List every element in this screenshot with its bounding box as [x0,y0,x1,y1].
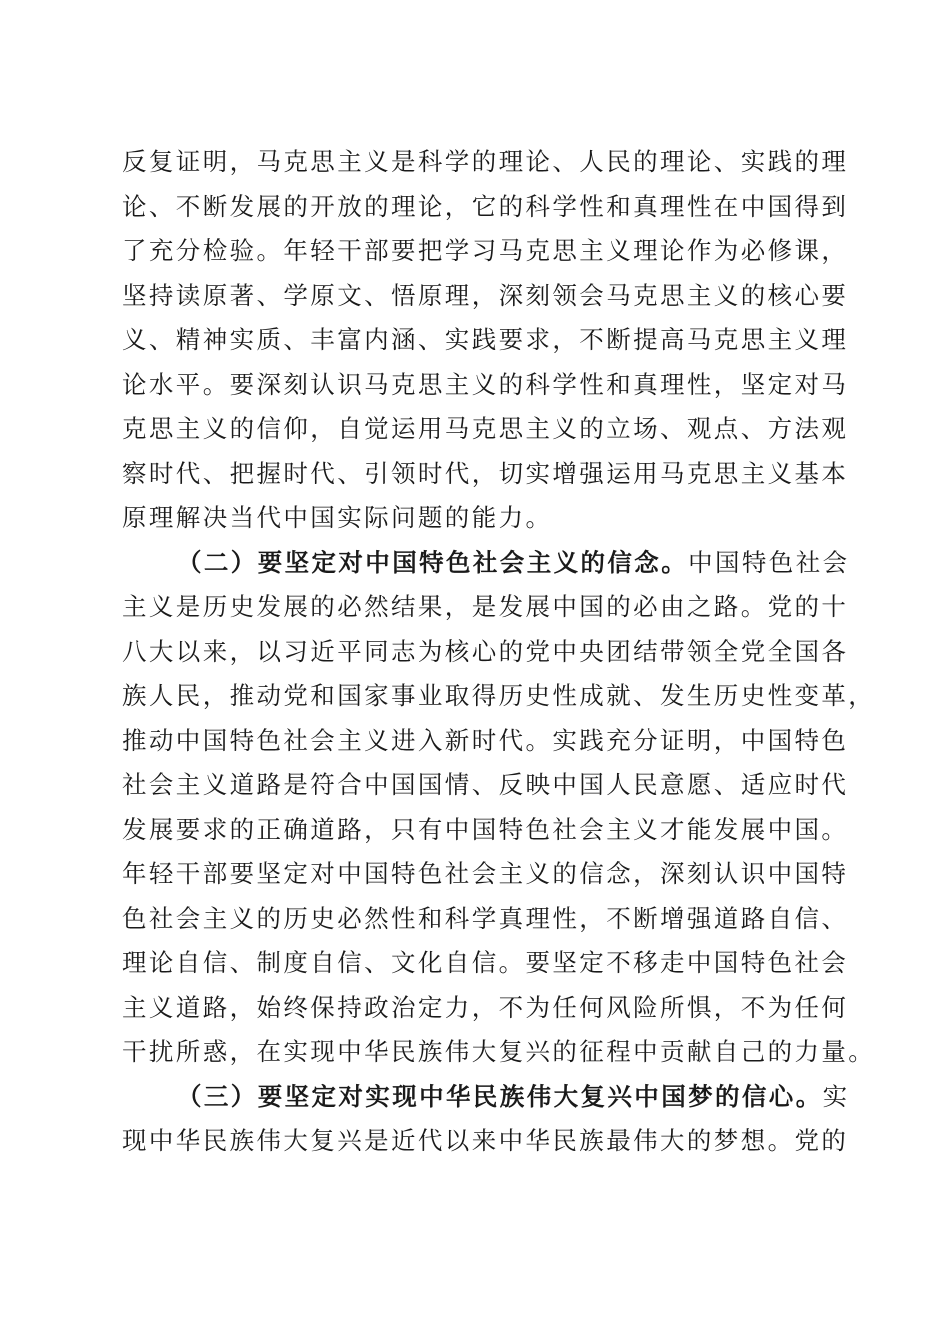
text-line: 理论自信、制度自信、文化自信。要坚定不移走中国特色社会 [122,948,849,977]
text-line: 了充分检验。年轻干部要把学习马克思主义理论作为必修课， [122,236,849,265]
section-2-first-line-rest: 中国特色社会 [688,547,850,577]
text-line: 干扰所惑，在实现中华民族伟大复兴的征程中贡献自己的力量。 [122,1037,876,1066]
text-line: 色社会主义的历史必然性和科学真理性，不断增强道路自信、 [122,903,849,933]
text-line: 主义道路，始终保持政治定力，不为任何风险所惧，不为任何 [122,992,849,1022]
body-text [122,140,876,1164]
text-line: 主义是历史发展的必然结果，是发展中国的必由之路。党的十 [122,592,849,621]
text-line: 论、不断发展的开放的理论，它的科学性和真理性在中国得到 [122,191,849,221]
text-line: 原理解决当代中国实际问题的能力。 [122,503,553,532]
text-line: 坚持读原著、学原文、悟原理，深刻领会马克思主义的核心要 [122,280,849,310]
text-line: 义、精神实质、丰富内涵、实践要求，不断提高马克思主义理 [122,325,849,354]
text-line: 八大以来，以习近平同志为核心的党中央团结带领全党全国各 [122,636,849,666]
text-line: 反复证明，马克思主义是科学的理论、人民的理论、实践的理 [122,147,849,176]
text-line: 族人民，推动党和国家事业取得历史性成就、发生历史性变革， [122,681,876,710]
text-line: 年轻干部要坚定对中国特色社会主义的信念，深刻认识中国特 [122,859,849,888]
section-3-heading: （三）要坚定对实现中华民族伟大复兴中国梦的信心。 [177,1081,823,1111]
section-2-heading: （二）要坚定对中国特色社会主义的信念。 [177,547,689,577]
section-3-first-line-rest: 实 [822,1081,850,1111]
text-line: 现中华民族伟大复兴是近代以来中华民族最伟大的梦想。党的 [122,1126,849,1155]
section-2-first-line [122,541,850,586]
text-line: 推动中国特色社会主义进入新时代。实践充分证明，中国特色 [122,725,849,755]
text-line: 察时代、把握时代、引领时代，切实增强运用马克思主义基本 [122,458,849,488]
text-line: 发展要求的正确道路，只有中国特色社会主义才能发展中国。 [122,814,849,844]
text-line: 社会主义道路是符合中国国情、反映中国人民意愿、适应时代 [122,770,849,799]
text-line: 克思主义的信仰，自觉运用马克思主义的立场、观点、方法观 [122,414,849,443]
section-3-first-line [122,1075,850,1120]
text-line: 论水平。要深刻认识马克思主义的科学性和真理性，坚定对马 [122,369,849,399]
